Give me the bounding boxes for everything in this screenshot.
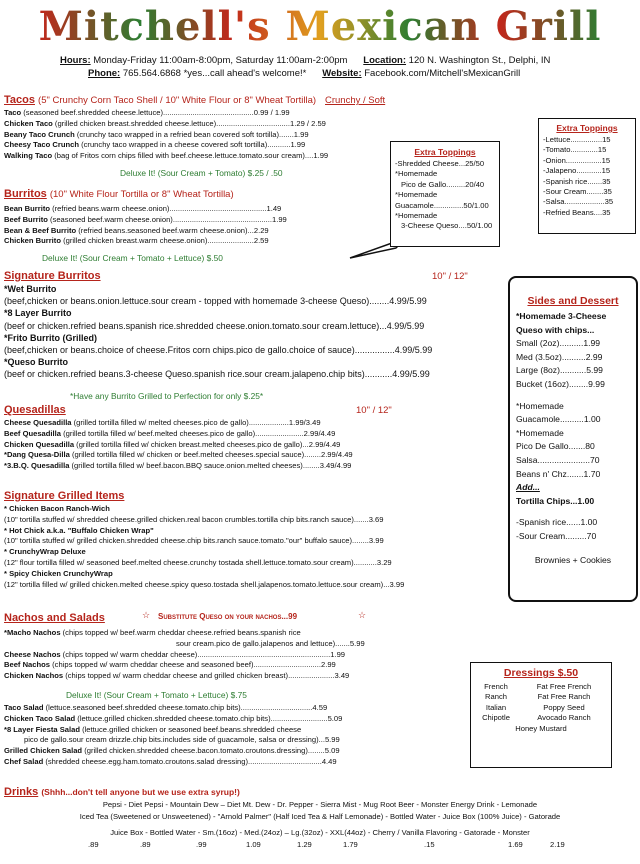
signature-burritos-list [4, 283, 500, 381]
menu-item: *3.B.Q. Quesadilla (grilled tortilla filled w/ beef.bacon.BBQ sauce.onion.melted cheeses)........3.49/4.99 [4, 461, 352, 471]
menu-item: Cheese Nachos (chips topped w/ warm cheddar cheese)...............................................................1.99 [4, 649, 346, 659]
dressing-item: French [484, 682, 508, 691]
topping-line: Pico de Gallo.........20/40 [401, 179, 485, 189]
menu-item: Bean & Beef Burrito (refried beans.seasoned beef.warm cheese.onion)...2.29 [4, 225, 269, 235]
sides-line: -Spanish rice......1.00 [516, 517, 598, 528]
sides-line: Beans n' Chz.......1.70 [516, 468, 601, 479]
menu-item: Cheese Quesadilla (grilled tortilla filled w/ melted cheeses.pico de gallo)...................1.99/3.49 [4, 418, 321, 427]
menu-item: Taco Salad (lettuce.seasoned beef.shredded cheese.tomato.chip bits)..................................4.59 [4, 703, 328, 712]
drinks-prices [0, 840, 640, 852]
menu-item: Beef Quesadilla (grilled tortilla filled w/ beef.melted cheeses.pico de gallo).......................2.99/4.49 [4, 428, 336, 438]
menu-item-cont: pico de gallo.sour cream drizzle.chip bits.includes side of guacamole, salsa or dressing)...5.99 [24, 735, 340, 745]
item-desc: (12" tortilla filled w/ grilled chicken.melted cheese.spicy queso.tostada shell.jalapenos.tomato.lettuce.sour cream)...3.99 [4, 579, 405, 589]
menu-item: *Dang Quesa-Dilla (grilled tortilla filled w/ chicken or beef.melted cheeses.special sauce)........2.99/4.49 [4, 450, 353, 460]
topping-line: -Spanish rice.......35 [543, 176, 611, 186]
dressings-box [470, 662, 612, 768]
dressing-item: Chipotle [482, 713, 510, 723]
quesadillas-list [4, 418, 434, 472]
location-value: 120 N. Washington St., Delphi, IN [408, 55, 551, 66]
item-name: * Spicy Chicken CrunchyWrap [4, 568, 113, 578]
sides-line: Large (8oz)...........5.99 [516, 365, 603, 376]
drink-price: 1.79 [343, 840, 358, 849]
menu-item: Beef Burrito (seasoned beef.warm cheese.onion)...............................................1.99 [4, 214, 287, 224]
item-desc: (12" flour tortilla filled w/ seasoned beef.melted cheese.crunchy tostada shell.lettuce.tomato.sour cream)...........3.29 [4, 557, 392, 567]
nachos-list [4, 628, 404, 682]
menu-item: Beef Nachos (chips topped w/ warm cheddar cheese and seasoned beef)................................2.99 [4, 660, 336, 670]
item-desc: (beef,chicken or beans.onion.lettuce.sour cream - topped with homemade 3-cheese Queso)........4.99/5.99 [4, 296, 427, 307]
drinks-line-2: Iced Tea (Sweetened or Unsweetened) - "Arnold Palmer" (Half Iced Tea & Half Lemonade) - Bottled Water - Juice Box (100% Juice) - Gatorade [79, 812, 561, 821]
extra-toppings-center-box [390, 141, 500, 247]
item-desc: (beef or chicken.refried beans.3-cheese Queso.spanish rice.sour cream.jalapeno.chip bits)...........4.99/5.99 [4, 369, 430, 380]
drink-price: 1.29 [297, 840, 312, 849]
topping-line: -Salsa...................35 [543, 197, 614, 207]
tacos-title: Tacos [4, 94, 35, 106]
topping-line: *Homemade [395, 169, 438, 179]
hours-value: Monday-Friday 11:00am-8:00pm, Saturday 11:00am-2:00pm [93, 55, 348, 66]
menu-item: Walking Taco (bag of Fritos corn chips filled with beef.cheese.lettuce.tomato.sour cream)....1.99 [4, 151, 329, 161]
item-desc: (10" tortilla stuffed w/ shredded cheese.grilled chicken.real bacon crumbles.tortilla chip bits.ranch sauce).......3.69 [4, 514, 384, 524]
topping-line: -Jalapeno............15 [543, 166, 611, 176]
menu-item: Chef Salad (shredded cheese.egg.ham.tomato.croutons.salad dressing)...................................4.49 [4, 756, 337, 766]
substitute-queso-note: Substitute Queso on your nachos...99 [158, 612, 298, 621]
drink-price: 1.69 [508, 840, 523, 849]
extra-toppings-right-title: Extra Toppings [556, 123, 618, 133]
signature-grilled-list [4, 504, 504, 590]
burritos-deluxe: Deluxe It! (Sour Cream + Tomato + Lettuce) $.50 [42, 253, 223, 263]
menu-item: Cheesy Taco Crunch (crunchy taco wrapped in a cheese covered soft tortilla)...........1.99 [4, 140, 306, 150]
dressing-item: Fat Free French [536, 682, 592, 691]
burritos-list [4, 204, 334, 247]
sides-spacer [516, 508, 630, 516]
menu-item-cont: sour cream.pico de gallo.jalapenos and lettuce).......5.99 [176, 638, 365, 648]
tacos-price-header: Crunchy / Soft [325, 95, 386, 106]
drinks-line-3: Juice Box - Bottled Water - Sm.(16oz) - Med.(24oz) – Lg.(32oz) - XXL(44oz) - Cherry / Vanilla Flavoring - Gatorade - Monster [110, 828, 530, 837]
item-name: * Chicken Bacon Ranch-Wich [4, 504, 110, 513]
burritos-header [4, 188, 234, 201]
topping-line: -Onion.................15 [543, 155, 611, 165]
menu-item: Beany Taco Crunch (crunchy taco wrapped in a refried bean covered soft tortilla).......1.99 [4, 129, 309, 139]
sides-line: Small (2oz)..........1.99 [516, 338, 601, 349]
restaurant-title-text: Mitchell's Mexican Grill [38, 3, 602, 50]
star-icon: ☆ [358, 610, 367, 620]
sides-line: *Homemade [516, 400, 564, 411]
menu-item: *Macho Nachos (chips topped w/ beef.warm cheddar cheese.refried beans.spanish rice [4, 628, 301, 637]
topping-line: -Lettuce...............15 [543, 135, 611, 144]
burritos-title: Burritos [4, 188, 47, 200]
signature-burritos-size: 10" / 12" [432, 271, 468, 282]
dressing-item: Ranch [485, 692, 507, 702]
signature-grilled-header: Signature Grilled Items [4, 490, 125, 502]
nachos-header: Nachos and Salads [4, 612, 105, 624]
menu-item: Chicken Quesadilla (grilled tortilla filled w/ chicken breast.melted cheeses.pico de gallo)...2.99/4.49 [4, 439, 341, 449]
sides-line: Med (3.5oz)..........2.99 [516, 351, 603, 362]
sides-line: *Homemade [516, 427, 564, 438]
sides-line: Brownies + Cookies [534, 554, 612, 565]
dressing-item: Italian [485, 702, 507, 712]
dressing-item: Avocado Ranch [537, 713, 591, 723]
salads-list [4, 703, 414, 768]
sides-line: Bucket (16oz)........9.99 [516, 378, 605, 389]
topping-line: *Homemade [395, 211, 438, 221]
drink-price: 1.09 [246, 840, 261, 849]
tacos-header [4, 94, 316, 107]
item-desc: (beef or chicken.refried beans.spanish rice.shredded cheese.onion.tomato.sour cream.lettuce)...4.99/5.99 [4, 320, 425, 331]
sides-line: Add... [516, 482, 540, 493]
drink-price: .89 [88, 840, 99, 849]
drinks-header [4, 786, 240, 799]
item-desc: (beef,chicken or beans.choice of cheese.Fritos corn chips.pico de gallo.choice of sauce)................4.99/5.99 [4, 345, 433, 356]
topping-line: *Homemade [395, 190, 438, 200]
nachos-deluxe: Deluxe It! (Sour Cream + Tomato + Lettuce) $.75 [66, 690, 247, 700]
topping-line: -Refried Beans....35 [543, 207, 611, 217]
drinks-title: Drinks [4, 786, 39, 798]
dressing-item: Fat Free Ranch [537, 692, 591, 702]
topping-line: -Shredded Cheese...25/50 [395, 159, 485, 168]
signature-burritos-note: *Have any Burrito Grilled to Perfection for only $.25* [70, 391, 264, 401]
topping-line: -Tomato.............15 [543, 145, 607, 155]
tacos-deluxe: Deluxe It! (Sour Cream + Tomato) $.25 / .50 [120, 168, 283, 178]
signature-burritos-header: Signature Burritos [4, 270, 101, 282]
tacos-list [4, 108, 364, 162]
info-line-2 [88, 68, 640, 80]
item-desc: (10" tortilla stuffed w/ grilled chicken.shredded cheese.chip bits.ranch sauce.tomato."our" buffalo sauce)........3.99 [4, 536, 384, 546]
info-line-1 [60, 55, 620, 67]
sides-spacer [516, 392, 630, 400]
topping-line: Guacamole..............50/1.00 [395, 200, 489, 210]
extra-toppings-center-title: Extra Toppings [414, 147, 476, 157]
phone-label: Phone: [88, 68, 121, 79]
website-value: Facebook.com/Mitchell'sMexicanGrill [364, 68, 521, 79]
menu-item: Taco (seasoned beef.shredded cheese.lettuce)...........................................0.99 / 1.99 [4, 108, 290, 117]
topping-line: 3-Cheese Queso....50/1.00 [401, 221, 493, 231]
menu-item: *8 Layer Fiesta Salad (lettuce.grilled chicken or seasoned beef.beans.shredded cheese [4, 724, 302, 734]
sides-spacer [516, 544, 630, 554]
item-name: *8 Layer Burrito [4, 308, 72, 319]
sides-line: Queso with chips... [516, 324, 595, 335]
quesadillas-header: Quesadillas [4, 404, 66, 416]
drink-price: .99 [196, 840, 207, 849]
menu-item: Chicken Nachos (chips topped w/ warm cheddar cheese and grilled chicken breast)......................3.49 [4, 671, 350, 681]
quesadillas-size: 10" / 12" [356, 405, 392, 416]
sides-line: Guacamole..........1.00 [516, 414, 601, 425]
tacos-subtitle: (5" Crunchy Corn Taco Shell / 10" White Flour or 8" Wheat Tortilla) [38, 95, 317, 106]
item-name: * CrunchyWrap Deluxe [4, 547, 86, 557]
menu-item: Grilled Chicken Salad (grilled chicken.shredded cheese.bacon.tomato.croutons.dressing)........5.09 [4, 746, 340, 756]
sides-line: -Sour Cream.........70 [516, 530, 597, 541]
drink-price: 2.19 [550, 840, 565, 849]
menu-item: Chicken Taco (grilled chicken breast.shredded cheese.lettuce)...................................1.29 / 2.59 [4, 118, 326, 128]
sides-dessert-title: Sides and Dessert [527, 295, 619, 307]
website-label: Website: [322, 68, 362, 79]
restaurant-title [0, 2, 640, 52]
hours-label: Hours: [60, 55, 91, 66]
sides-line: Salsa......................70 [516, 454, 600, 465]
topping-line: -Sour Cream........35 [543, 187, 612, 197]
item-name: *Queso Burrito [4, 357, 69, 368]
item-name: *Wet Burrito [4, 284, 57, 294]
drinks-subtitle: (Shhh...don't tell anyone but we use extra syrup!) [41, 787, 240, 797]
location-label: Location: [363, 55, 407, 66]
sides-dessert-box [508, 276, 638, 602]
dressing-item: Poppy Seed [543, 702, 585, 712]
item-name: *Frito Burrito (Grilled) [4, 332, 97, 343]
sides-line: Pico De Gallo.......80 [516, 441, 595, 452]
drinks-line-1: Pepsi - Diet Pepsi - Mountain Dew – Diet Mt. Dew - Dr. Pepper - Sierra Mist - Mug Root Beer - Monster Energy Drink - Lemonade [102, 800, 538, 809]
drink-price: .89 [140, 840, 151, 849]
sides-line: Tortilla Chips...1.00 [516, 495, 595, 506]
dressings-title: Dressings $.50 [503, 667, 579, 679]
menu-item: Bean Burrito (refried beans.warm cheese.onion)..............................................1.49 [4, 204, 282, 213]
burritos-subtitle: (10" White Flour Tortilla or 8" Wheat Tortilla) [49, 189, 234, 200]
dressing-item: Honey Mustard [515, 723, 567, 733]
menu-item: Chicken Burrito (grilled chicken breast.warm cheese.onion)......................2.59 [4, 236, 269, 246]
phone-value: 765.564.6868 *yes...call ahead's welcome!* [122, 68, 307, 79]
drink-price: .15 [424, 840, 435, 849]
item-name: * Hot Chick a.k.a. "Buffalo Chicken Wrap" [4, 525, 154, 535]
extra-toppings-right-box [538, 118, 636, 234]
menu-item: Chicken Taco Salad (lettuce.grilled chicken.shredded cheese.tomato.chip bits)...........................5.09 [4, 713, 343, 723]
sides-line: *Homemade 3-Cheese [516, 311, 607, 321]
star-icon: ☆ [142, 610, 151, 620]
